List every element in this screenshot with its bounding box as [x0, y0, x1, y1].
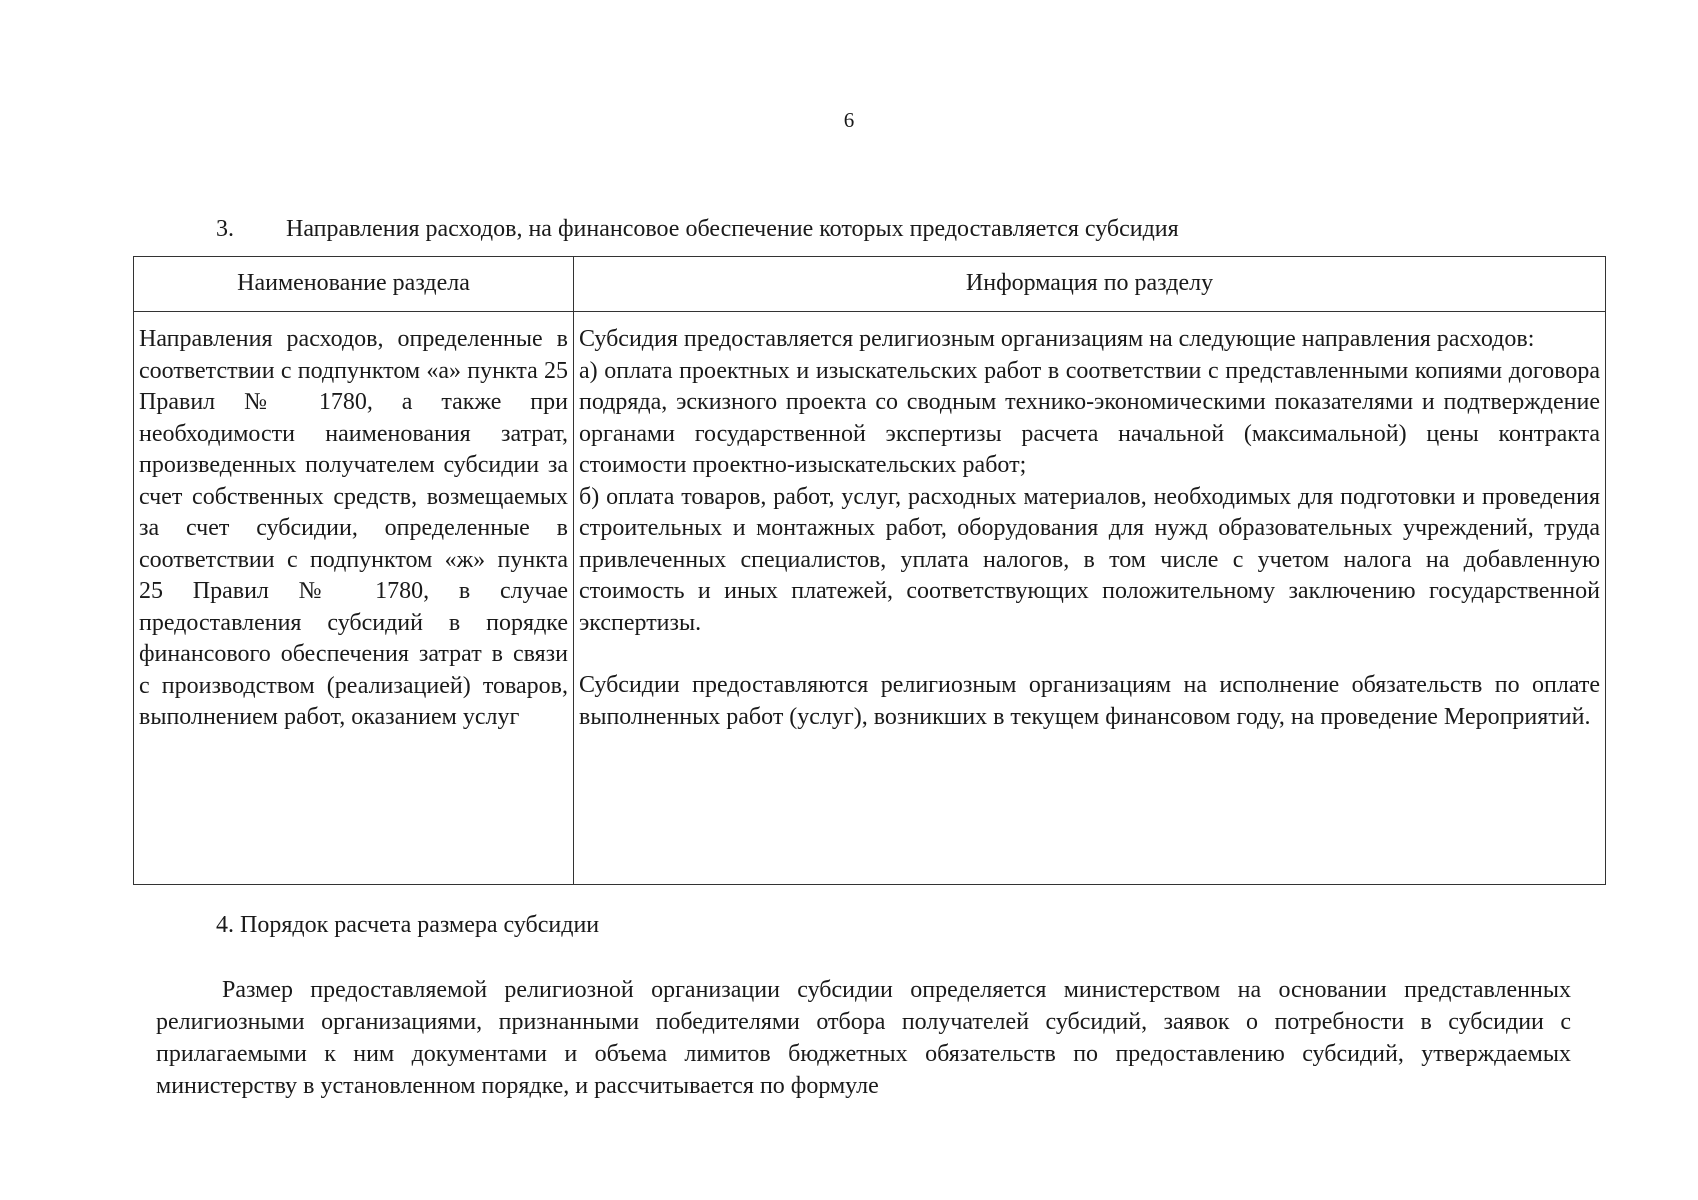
section-4-heading: 4. Порядок расчета размера субсидии: [216, 912, 600, 938]
section-3-number: 3.: [216, 216, 234, 242]
section-name-text: Направления расходов, определенные в соответствии с подпунктом «а» пункта 25 Правил № 1780, а также при необходимости наименования затрат, произведенных получателем субсидии за счет собственных средств, возмещаемых за счет субсидии, определенные в соответствии с подпунктом «ж» пункта 25 Правил № 1780, в случае предоставления субсидий в порядке финансового обеспечения затрат в связи с производством (реализацией) товаров, выполнением работ, оказанием услуг: [139, 326, 568, 730]
info-intro: Субсидия предоставляется религиозным организациям на следующие направления расходов:: [579, 326, 1535, 352]
header-section-info: Информация по разделу: [574, 257, 1606, 312]
section-3-title: Направления расходов, на финансовое обеспечение которых предоставляется субсидия: [286, 216, 1179, 242]
cell-section-name: [134, 312, 574, 885]
section-4-body: Размер предоставляемой религиозной организации субсидии определяется министерством на основании представленных религиозными организациями, признанными победителями отбора получателей субсидий, заявок о потребности в субсидии с прилагаемыми к ним документами и объема лимитов бюджетных обязательств по предоставлению субсидий, утверждаемых министерству в установленном порядке, и рассчитывается по формуле: [156, 977, 1571, 1099]
page-number: 6: [843, 108, 855, 132]
expense-directions-table: [133, 256, 1606, 885]
cell-section-info: [574, 312, 1606, 885]
table-row: [134, 312, 1606, 885]
table-header-row: [134, 257, 1606, 312]
info-obligations: Субсидии предоставляются религиозным организациям на исполнение обязательств по оплате выполненных работ (услуг), возникших в текущем финансовом году, на проведение Мероприятий.: [579, 672, 1600, 730]
info-item-a: а) оплата проектных и изыскательских работ в соответствии с представленными копиями договора подряда, эскизного проекта со сводным технико-экономическими показателями и подтверждение органами государственной экспертизы расчета начальной (максимальной) цены контракта стоимости проектно-изыскательских работ;: [579, 357, 1600, 478]
header-section-name: Наименование раздела: [134, 257, 574, 312]
info-item-b: б) оплата товаров, работ, услуг, расходных материалов, необходимых для подготовки и проведения строительных и монтажных работ, оборудования для нужд образовательных учреждений, труда привлеченных специалистов, уплата налогов, в том числе с учетом налога на добавленную стоимость и иных платежей, соответствующих положительному заключению государственной экспертизы.: [579, 483, 1600, 636]
section-3-heading: [216, 216, 1179, 243]
